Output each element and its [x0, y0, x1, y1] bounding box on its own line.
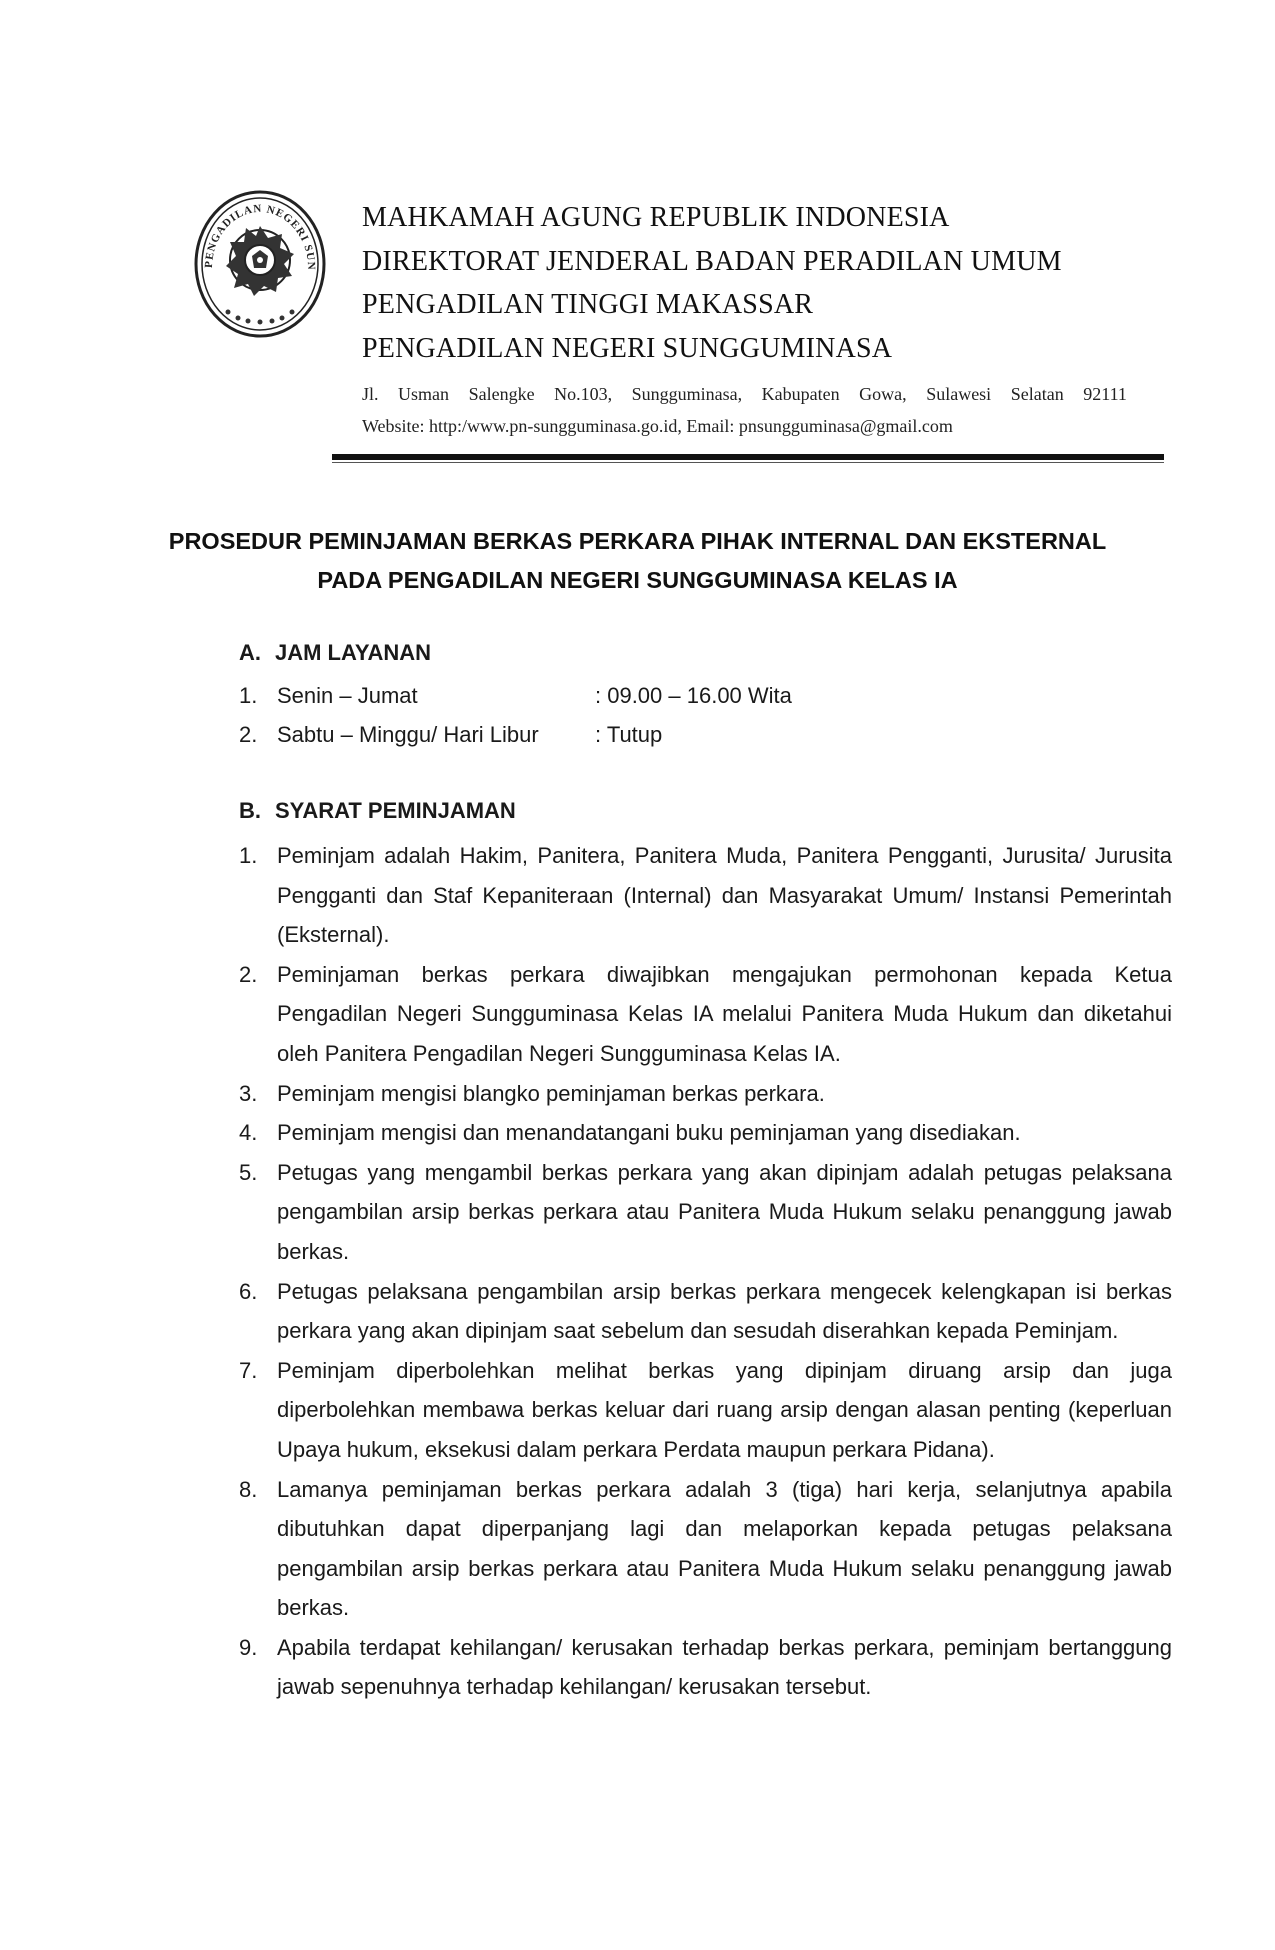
section-a-letter: A. — [239, 640, 261, 665]
row-day: Sabtu – Minggu/ Hari Libur — [277, 722, 539, 747]
list-item — [239, 955, 1172, 1074]
address-word: Salengke — [468, 384, 535, 404]
service-hours-row — [239, 716, 663, 754]
seal-text: PENGADILAN NEGERI SUN — [202, 202, 318, 271]
letterhead-line-2: DIREKTORAT JENDERAL BADAN PERADILAN UMUM — [362, 245, 1062, 277]
address-word: 92111 — [1083, 384, 1127, 404]
letterhead-address — [362, 378, 1127, 410]
list-item-text: Petugas yang mengambil berkas perkara yang akan dipinjam adalah petugas pelaksana pengambilan arsip berkas perkara atau Panitera Muda Hukum selaku penanggung jawab berkas. — [277, 1159, 1172, 1264]
list-item-number: 9. — [239, 1634, 258, 1660]
list-item — [239, 1628, 1172, 1707]
letterhead-website-email: Website: http:/www.pn-sungguminasa.go.id, Email: pnsungguminasa@gmail.com — [362, 416, 953, 436]
row-number: 1. — [239, 683, 258, 708]
letterhead-divider-thin — [332, 462, 1164, 463]
document-title — [100, 522, 1175, 600]
court-seal-logo — [192, 188, 328, 340]
list-item — [239, 1074, 1172, 1114]
list-item-text: Peminjam mengisi blangko peminjaman berkas perkara. — [277, 1080, 825, 1106]
list-item-text: Apabila terdapat kehilangan/ kerusakan terhadap berkas perkara, peminjam bertanggung jawab sepenuhnya terhadap kehilangan/ kerusakan tersebut. — [277, 1634, 1172, 1700]
list-item-number: 7. — [239, 1357, 258, 1383]
address-word: Usman — [398, 384, 450, 404]
list-item-number: 1. — [239, 843, 258, 868]
section-a-title: JAM LAYANAN — [275, 640, 432, 665]
list-item-text: Peminjam diperbolehkan melihat berkas yang dipinjam diruang arsip dan juga diperbolehkan membawa berkas keluar dari ruang arsip dengan alasan penting (keperluan Upaya hukum, eksekusi dalam perkara Perdata maupun perkara Pidana). — [277, 1357, 1172, 1462]
list-item-text: Petugas pelaksana pengambilan arsip berkas perkara mengecek kelengkapan isi berkas perkara yang akan dipinjam saat sebelum dan sesudah diserahkan kepada Peminjam. — [277, 1278, 1172, 1344]
letterhead-line-3: PENGADILAN TINGGI MAKASSAR — [362, 289, 814, 320]
address-word: Kabupaten — [761, 384, 840, 404]
list-item — [239, 1470, 1172, 1628]
section-b-title: SYARAT PEMINJAMAN — [275, 798, 516, 823]
letterhead-line-1: MAHKAMAH AGUNG REPUBLIK INDONESIA — [362, 202, 950, 233]
list-item-number: 5. — [239, 1159, 258, 1185]
letterhead — [362, 196, 1162, 442]
section-b-letter: B. — [239, 798, 261, 823]
list-item — [239, 1272, 1172, 1351]
list-item-number: 2. — [239, 961, 258, 987]
list-item-text: Peminjam adalah Hakim, Panitera, Panitera Muda, Panitera Pengganti, Jurusita/ Jurusita Pengganti dan Staf Kepaniteraan (Internal) dan Masyarakat Umum/ Instansi Pemerintah (Eksternal). — [277, 843, 1172, 948]
document-title-line-2: PADA PENGADILAN NEGERI SUNGGUMINASA KELAS IA — [317, 567, 958, 593]
list-item-number: 6. — [239, 1278, 258, 1304]
address-word: Gowa, — [859, 384, 907, 404]
address-word: Sungguminasa, — [631, 384, 743, 404]
letterhead-line-4: PENGADILAN NEGERI SUNGGUMINASA — [362, 332, 893, 364]
list-item — [239, 836, 1172, 955]
letterhead-divider — [332, 454, 1164, 460]
requirements-list — [239, 836, 1172, 1707]
address-word: Jl. — [362, 384, 379, 404]
list-item-number: 3. — [239, 1080, 258, 1106]
letterhead-contact-block — [362, 378, 1162, 442]
address-word: Sulawesi — [926, 384, 992, 404]
row-hours: : 09.00 – 16.00 Wita — [595, 683, 792, 708]
address-word: Selatan — [1010, 384, 1064, 404]
list-item — [239, 1113, 1172, 1153]
court-seal-icon — [192, 188, 328, 340]
row-day: Senin – Jumat — [277, 683, 418, 708]
list-item — [239, 1153, 1172, 1272]
row-number: 2. — [239, 722, 258, 747]
list-item-number: 8. — [239, 1476, 258, 1502]
list-item-text: Peminjam mengisi dan menandatangani buku peminjaman yang disediakan. — [277, 1120, 1021, 1146]
address-word: No.103, — [554, 384, 613, 404]
row-hours: : Tutup — [595, 722, 663, 747]
list-item — [239, 1351, 1172, 1470]
section-a-heading — [239, 640, 431, 666]
section-b-heading — [239, 798, 516, 824]
list-item-text: Peminjaman berkas perkara diwajibkan mengajukan permohonan kepada Ketua Pengadilan Negeri Sungguminasa Kelas IA melalui Panitera Muda Hukum dan diketahui oleh Panitera Pengadilan Negeri Sungguminasa Kelas IA. — [277, 961, 1172, 1066]
list-item-number: 4. — [239, 1120, 258, 1146]
list-item-text: Lamanya peminjaman berkas perkara adalah 3 (tiga) hari kerja, selanjutnya apabila dibutuhkan dapat diperpanjang lagi dan melaporkan kepada petugas pelaksana pengambilan arsip berkas perkara atau Panitera Muda Hukum selaku penanggung jawab berkas. — [277, 1476, 1172, 1621]
service-hours-row — [239, 677, 792, 715]
document-title-line-1: PROSEDUR PEMINJAMAN BERKAS PERKARA PIHAK INTERNAL DAN EKSTERNAL — [168, 528, 1107, 554]
